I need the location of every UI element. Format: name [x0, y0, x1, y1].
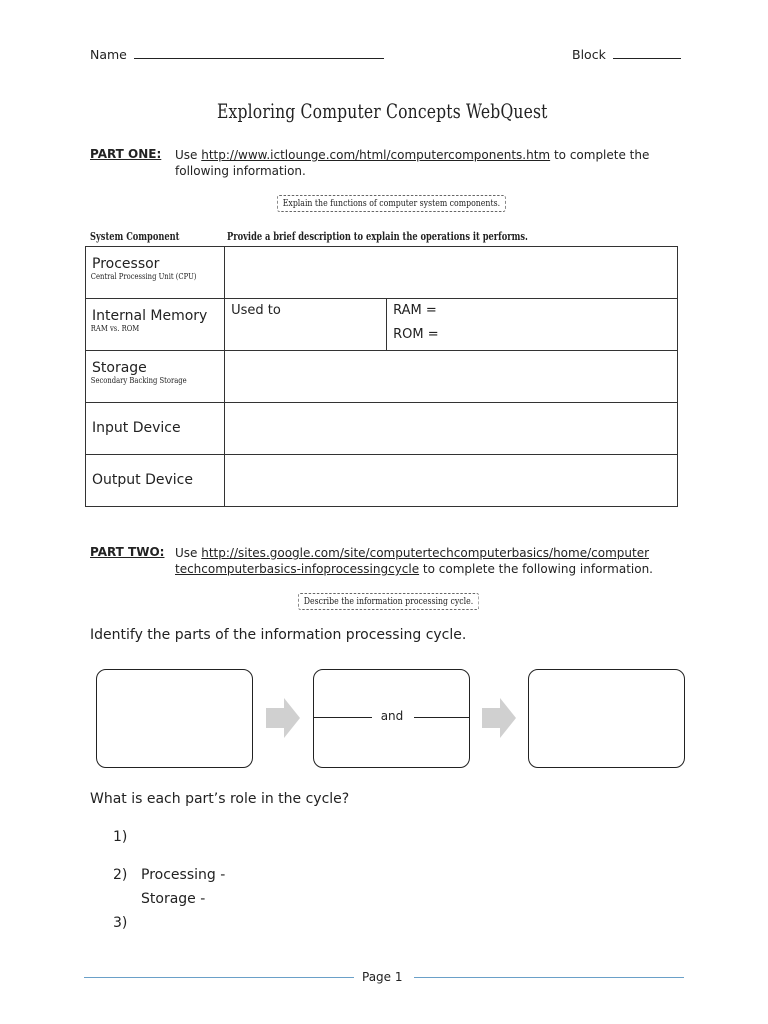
block-blank[interactable]: [613, 58, 681, 59]
processing-storage-box[interactable]: [313, 669, 470, 768]
processor-sub: Central Processing Unit (CPU): [90, 272, 197, 282]
input-device-answer[interactable]: [225, 403, 678, 455]
part-one-line2: following information.: [175, 164, 306, 178]
storage-answer[interactable]: [225, 351, 678, 403]
processing-label: Processing -: [141, 867, 226, 883]
memory-cell: [86, 299, 225, 351]
arrow-right-icon: [482, 698, 518, 738]
storage-sub: Secondary Backing Storage: [90, 376, 187, 386]
part-one-note: Explain the functions of computer system components.: [277, 195, 506, 212]
blank-line-left: [314, 717, 372, 718]
output-box[interactable]: [528, 669, 685, 768]
processor-cell: [86, 247, 225, 299]
part-two-link-2[interactable]: techcomputerbasics-infoprocessingcycle: [175, 562, 420, 576]
name-label: Name: [90, 47, 127, 62]
input-device-label: Input Device: [92, 420, 181, 436]
storage-label-2: Storage -: [141, 891, 206, 907]
components-table: [85, 246, 678, 507]
memory-ram-rom[interactable]: [387, 299, 678, 351]
name-field[interactable]: [90, 47, 384, 62]
part-two-instructions: [175, 545, 685, 577]
table-row: [86, 351, 678, 403]
footer-rule-left: [84, 977, 354, 978]
input-box[interactable]: [96, 669, 253, 768]
role-question: What is each part’s role in the cycle?: [90, 791, 350, 807]
storage-label: Storage: [92, 360, 147, 376]
part-two-use: Use: [175, 546, 198, 560]
memory-used-to[interactable]: [225, 299, 387, 351]
part-one-use: Use: [175, 148, 198, 162]
part-one-link[interactable]: http://www.ictlounge.com/html/computercomponents.htm: [201, 148, 551, 162]
part-two-label: PART TWO:: [90, 545, 165, 559]
output-device-label: Output Device: [92, 472, 193, 488]
page-title: Exploring Computer Concepts WebQuest: [217, 99, 548, 123]
memory-sub: RAM vs. ROM: [90, 324, 140, 334]
part-one-label: PART ONE:: [90, 147, 162, 161]
identify-question: Identify the parts of the information processing cycle.: [90, 627, 467, 643]
block-field[interactable]: [572, 47, 681, 62]
table-row: [86, 403, 678, 455]
table-row: [86, 299, 678, 351]
and-label: and: [380, 709, 404, 723]
page-number: Page 1: [362, 970, 403, 984]
processor-label: Processor: [92, 256, 160, 272]
part-two-link-1[interactable]: http://sites.google.com/site/computertechcomputerbasics/home/computer: [201, 546, 650, 560]
output-device-cell: [86, 455, 225, 507]
memory-label: Internal Memory: [92, 308, 208, 324]
table-row: [86, 455, 678, 507]
blank-line-right: [414, 717, 469, 718]
block-label: Block: [572, 47, 606, 62]
item-2-number: 2): [113, 867, 128, 883]
input-device-cell: [86, 403, 225, 455]
part-two-after-link: to complete the following information.: [422, 562, 653, 576]
part-one-after-link: to complete the: [553, 148, 650, 162]
part-two-note: Describe the information processing cycle.: [298, 593, 479, 610]
item-3-number: 3): [113, 915, 128, 931]
rom-label: ROM =: [393, 327, 439, 342]
used-to-label: Used to: [231, 303, 281, 318]
footer-rule-right: [414, 977, 684, 978]
arrow-right-icon: [266, 698, 302, 738]
ram-label: RAM =: [393, 303, 437, 318]
table-row: [86, 247, 678, 299]
part-one-instructions: [175, 147, 675, 179]
item-1-number: 1): [113, 829, 128, 845]
col-component-header: System Component: [90, 229, 180, 243]
storage-cell: [86, 351, 225, 403]
processor-answer[interactable]: [225, 247, 678, 299]
output-device-answer[interactable]: [225, 455, 678, 507]
col-description-header: Provide a brief description to explain the operations it performs.: [227, 229, 528, 243]
name-blank[interactable]: [134, 58, 384, 59]
